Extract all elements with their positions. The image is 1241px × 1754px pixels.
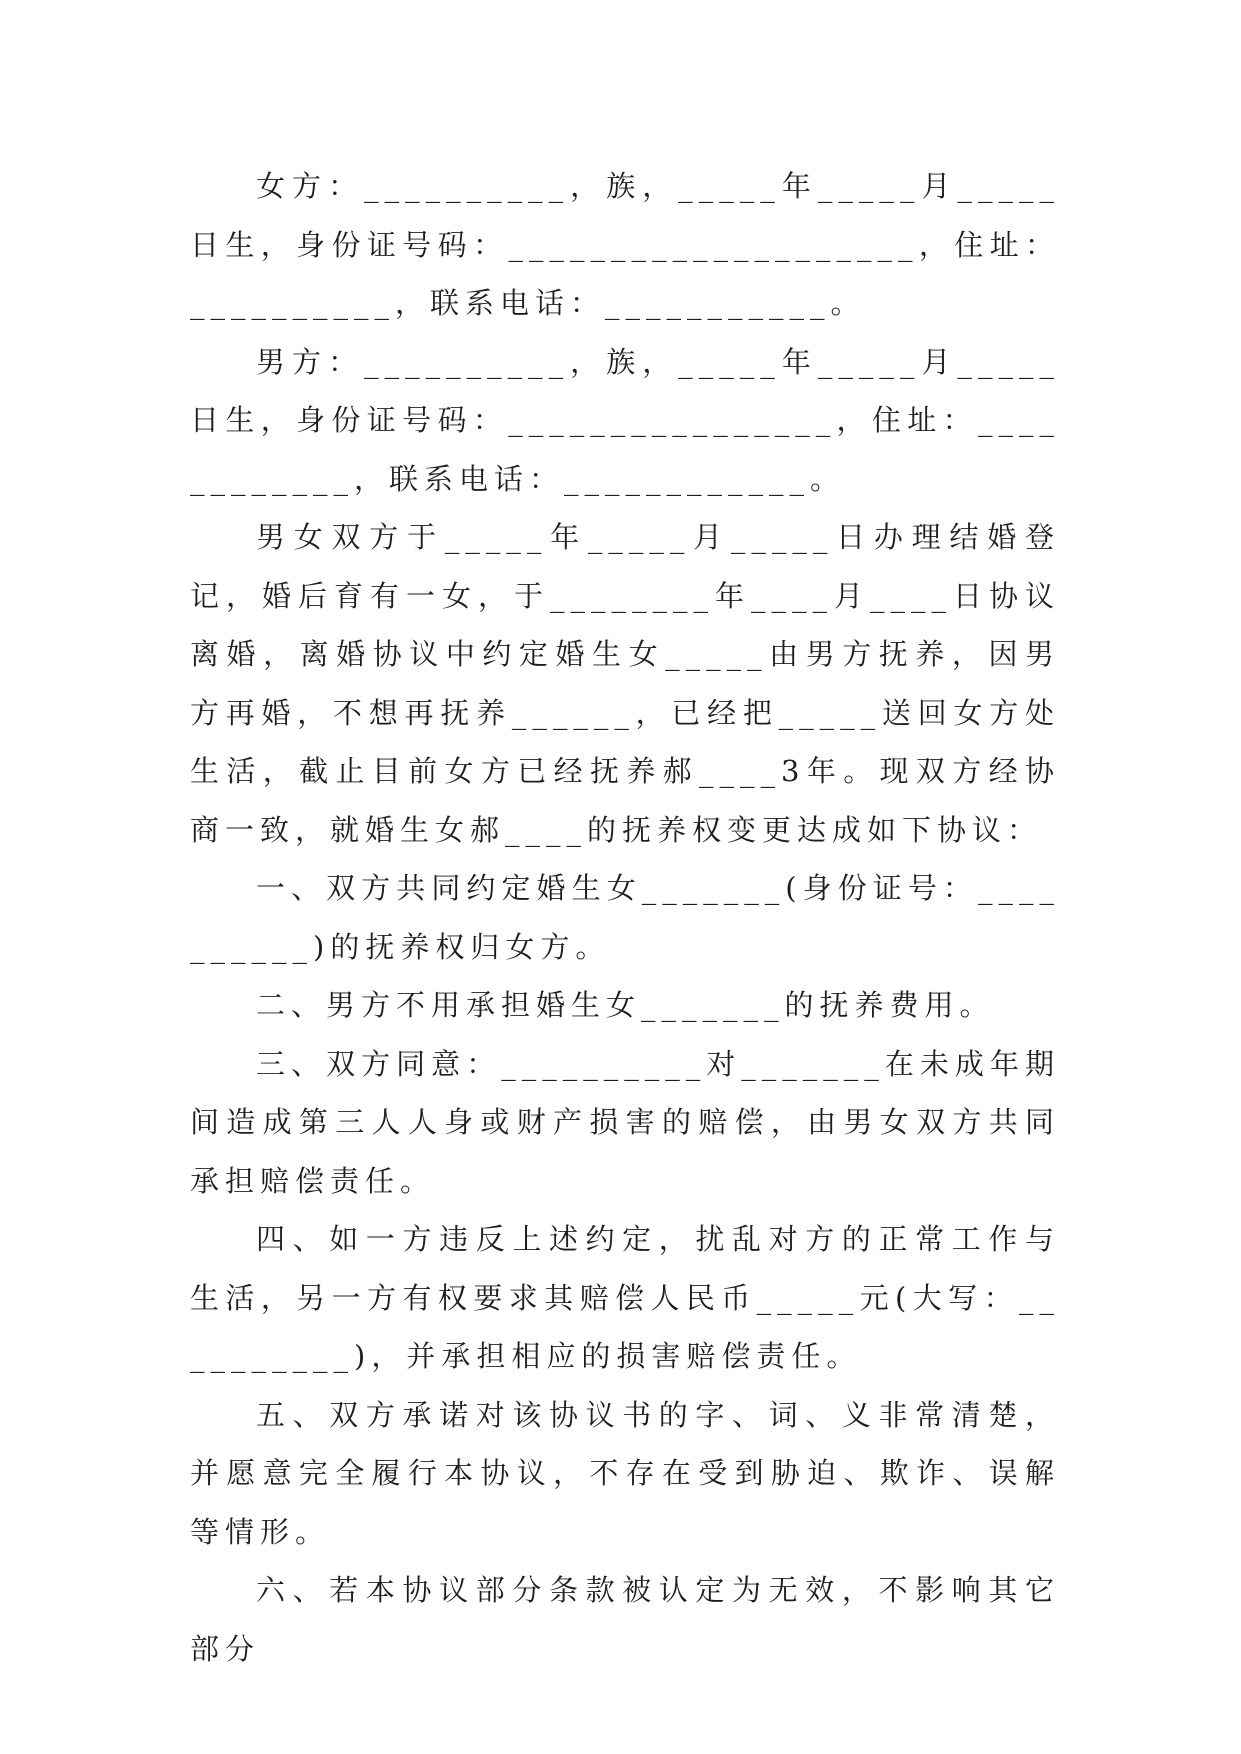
clause-6: 六、若本协议部分条款被认定为无效，不影响其它部分 [190, 1573, 1060, 1666]
clause-2: 二、男方不用承担婚生女_______的抚养费用。 [256, 988, 995, 1022]
paragraph-background: 男女双方于_____年_____月_____日办理结婚登记，婚后育有一女，于________年____月____日协议离婚，离婚协议中约定婚生女_____由男方抚养，因男方再婚，不想再抚养______，已经把_____送回女方处生活，截止目前女方已经抚养郝____3年。现双方经协商一致，就婚生女郝____的抚养权变更达成如下协议： [190, 520, 1060, 847]
document-body [190, 157, 1060, 1678]
clause-5: 五、双方承诺对该协议书的字、词、义非常清楚，并愿意完全履行本协议，不存在受到胁迫、欺诈、误解等情形。 [190, 1397, 1060, 1549]
paragraph-male-party: 男方：__________，族，_____年_____月_____日生，身份证号码：________________，住址：____________，联系电话：____________。 [190, 344, 1060, 496]
paragraph-female-party: 女方：__________，族，_____年_____月_____日生，身份证号码：____________________，住址：__________，联系电话：___________。 [190, 169, 1060, 320]
clause-3: 三、双方同意：__________对_______在未成年期间造成第三人人身或财产损害的赔偿，由男女双方共同承担赔偿责任。 [190, 1046, 1060, 1198]
clause-4: 四、如一方违反上述约定，扰乱对方的正常工作与生活，另一方有权要求其赔偿人民币_____元(大写：__________)，并承担相应的损害赔偿责任。 [190, 1222, 1060, 1373]
clause-1: 一、双方共同约定婚生女_______(身份证号：__________)的抚养权归女方。 [190, 871, 1060, 964]
